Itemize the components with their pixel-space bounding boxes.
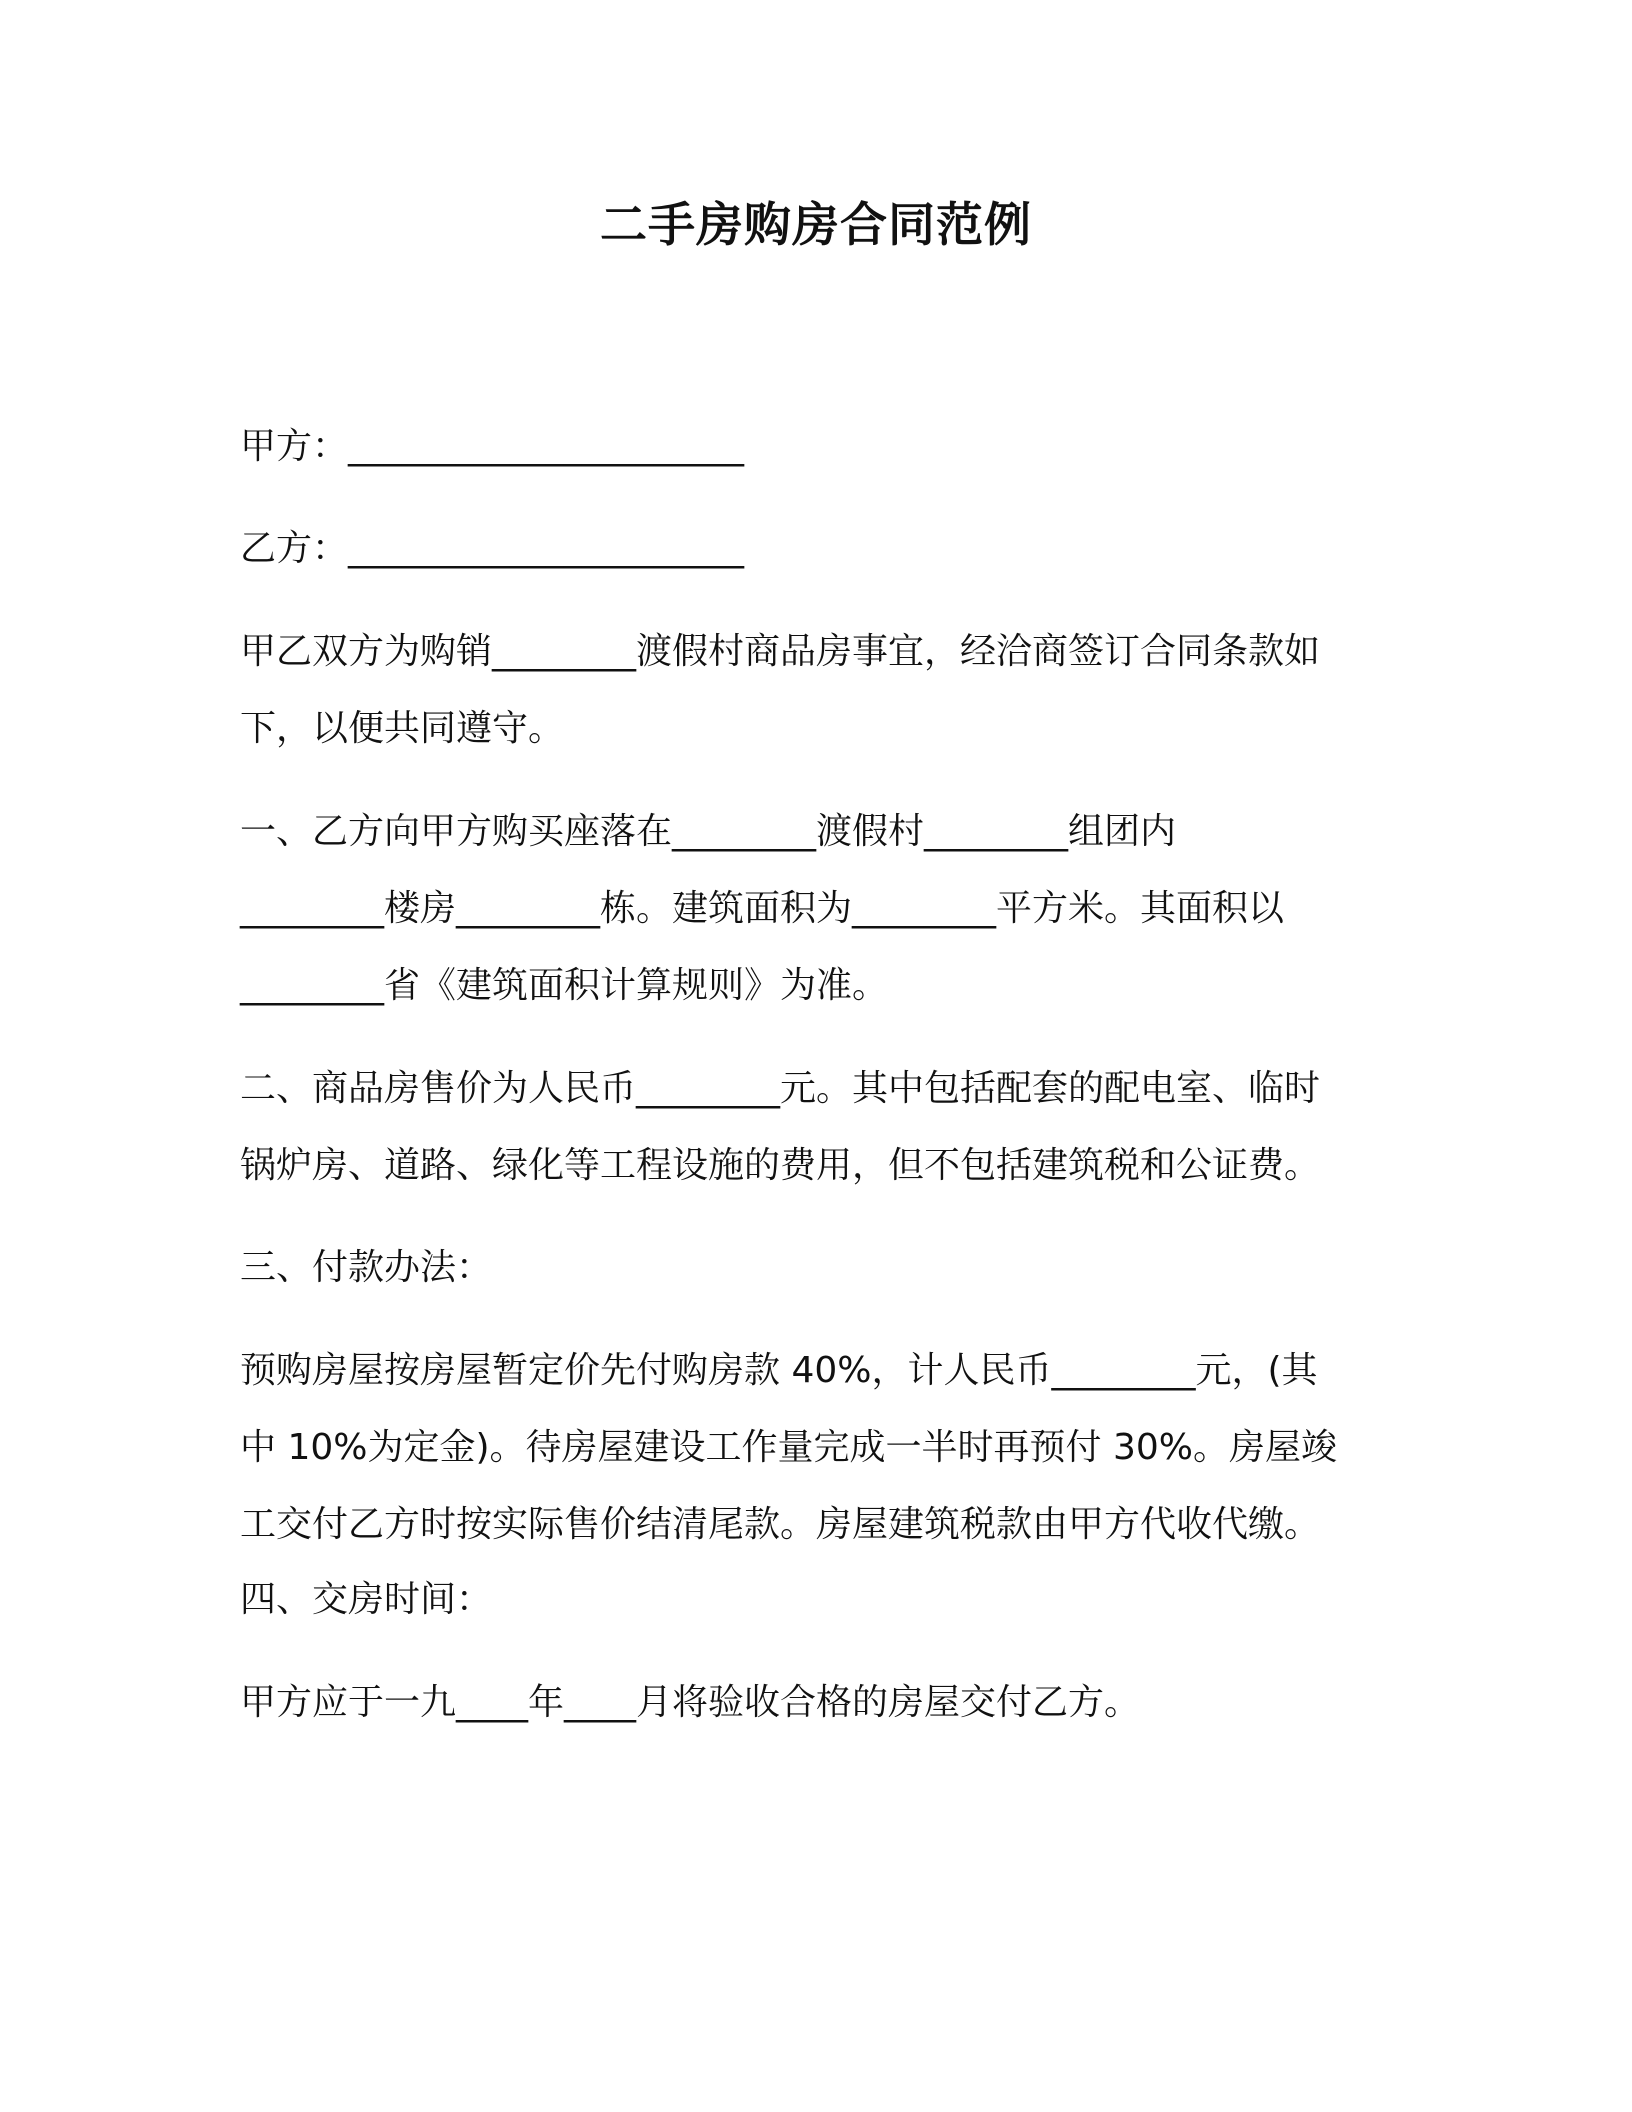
- party-a-line: 甲方：______________________: [240, 426, 745, 467]
- clause-1-line-2: ________楼房________栋。建筑面积为________平方米。其面积以: [240, 888, 1285, 929]
- clause-1-line-3: ________省《建筑面积计算规则》为准。: [240, 965, 889, 1006]
- clause-4-line-1: 甲方应于一九____年____月将验收合格的房屋交付乙方。: [240, 1682, 1141, 1723]
- clause-3-line-3: 工交付乙方时按实际售价结清尾款。房屋建筑税款由甲方代收代缴。: [240, 1504, 1321, 1545]
- clause-3-line-1: 预购房屋按房屋暂定价先付购房款 40%，计人民币________元，(其: [240, 1350, 1318, 1391]
- document-title: 二手房购房合同范例: [600, 198, 1032, 253]
- preamble-line-2: 下，以便共同遵守。: [240, 708, 565, 749]
- clause-3-line-2: 中 10%为定金)。待房屋建设工作量完成一半时再预付 30%。房屋竣: [240, 1427, 1337, 1468]
- clause-3-heading: 三、付款办法：: [240, 1247, 493, 1288]
- clause-4-heading: 四、交房时间：: [240, 1579, 493, 1620]
- party-b-line: 乙方：______________________: [240, 528, 745, 569]
- clause-2-line-1: 二、商品房售价为人民币________元。其中包括配套的配电室、临时: [240, 1068, 1321, 1109]
- clause-2-line-2: 锅炉房、道路、绿化等工程设施的费用，但不包括建筑税和公证费。: [240, 1145, 1321, 1186]
- clause-1-line-1: 一、乙方向甲方购买座落在________渡假村________组团内: [240, 811, 1177, 852]
- preamble-line-1: 甲乙双方为购销________渡假村商品房事宜，经洽商签订合同条款如: [240, 631, 1321, 672]
